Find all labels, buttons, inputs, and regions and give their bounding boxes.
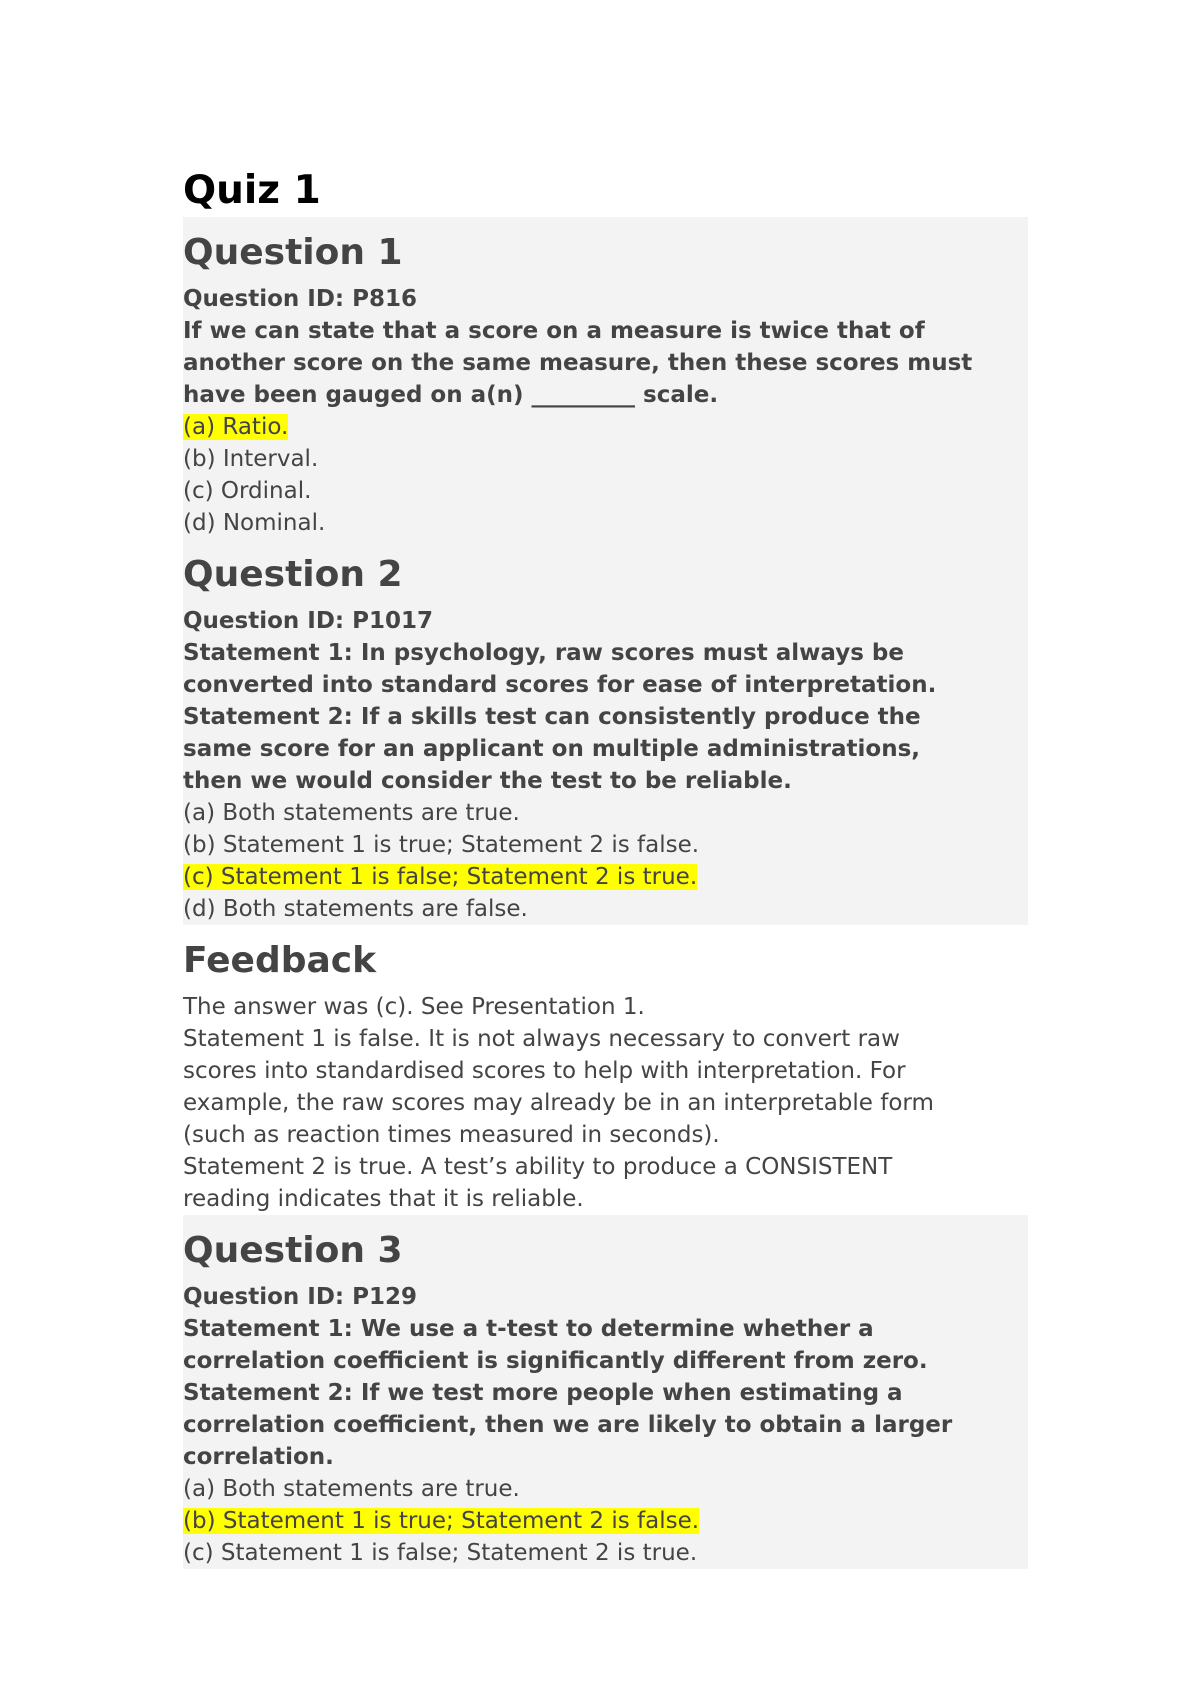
question-2-heading: Question 2: [183, 554, 403, 595]
question-2-option-d: (d) Both statements are false.: [183, 896, 528, 922]
question-3-heading: Question 3: [183, 1230, 403, 1271]
question-3-stem-line: correlation coefficient is significantly different from zero.: [183, 1348, 928, 1374]
feedback-block: [183, 925, 1028, 1215]
question-3-stem-line: correlation.: [183, 1444, 334, 1470]
question-3-option-c: (c) Statement 1 is false; Statement 2 is true.: [183, 1540, 698, 1566]
question-3-block: [183, 1215, 1028, 1569]
question-3-stem-line: correlation coefficient, then we are likely to obtain a larger: [183, 1412, 953, 1438]
question-1-id: Question ID: P816: [183, 286, 417, 312]
question-1-block: [183, 217, 1028, 539]
feedback-heading: Feedback: [183, 940, 377, 981]
question-1-option-d: (d) Nominal.: [183, 510, 326, 536]
feedback-line: The answer was (c). See Presentation 1.: [183, 994, 645, 1020]
feedback-line: reading indicates that it is reliable.: [183, 1186, 584, 1212]
question-3-stem-line: Statement 2: If we test more people when estimating a: [183, 1380, 903, 1406]
feedback-line: example, the raw scores may already be in an interpretable form: [183, 1090, 934, 1116]
question-2-id: Question ID: P1017: [183, 608, 434, 634]
question-1-option-a-highlighted: (a) Ratio.: [183, 414, 289, 440]
question-2-option-a: (a) Both statements are true.: [183, 800, 520, 826]
question-3-id: Question ID: P129: [183, 1284, 417, 1310]
feedback-line: Statement 1 is false. It is not always necessary to convert raw: [183, 1026, 900, 1052]
question-2-stem-line: converted into standard scores for ease of interpretation.: [183, 672, 937, 698]
question-3-option-b-highlighted: (b) Statement 1 is true; Statement 2 is false.: [183, 1508, 700, 1534]
question-1-heading: Question 1: [183, 232, 403, 273]
question-1-stem-line: another score on the same measure, then these scores must: [183, 350, 973, 376]
quiz-title: Quiz 1: [183, 168, 321, 213]
question-2-stem-line: Statement 2: If a skills test can consistently produce the: [183, 704, 921, 730]
question-2-option-b: (b) Statement 1 is true; Statement 2 is false.: [183, 832, 700, 858]
feedback-line: (such as reaction times measured in seconds).: [183, 1122, 720, 1148]
feedback-line: Statement 2 is true. A test’s ability to produce a CONSISTENT: [183, 1154, 893, 1180]
feedback-line: scores into standardised scores to help with interpretation. For: [183, 1058, 906, 1084]
question-3-option-a: (a) Both statements are true.: [183, 1476, 520, 1502]
question-3-stem-line: Statement 1: We use a t-test to determine whether a: [183, 1316, 874, 1342]
question-2-block: [183, 539, 1028, 925]
question-2-stem-line: Statement 1: In psychology, raw scores must always be: [183, 640, 904, 666]
question-2-stem-line: then we would consider the test to be reliable.: [183, 768, 792, 794]
question-1-stem-line: If we can state that a score on a measure is twice that of: [183, 318, 925, 344]
document-content: [183, 165, 1028, 1569]
question-2-option-c-highlighted: (c) Statement 1 is false; Statement 2 is true.: [183, 864, 698, 890]
question-1-option-c: (c) Ordinal.: [183, 478, 312, 504]
question-2-stem-line: same score for an applicant on multiple administrations,: [183, 736, 921, 762]
question-1-option-b: (b) Interval.: [183, 446, 319, 472]
question-1-stem-line: have been gauged on a(n) _________ scale.: [183, 382, 719, 408]
